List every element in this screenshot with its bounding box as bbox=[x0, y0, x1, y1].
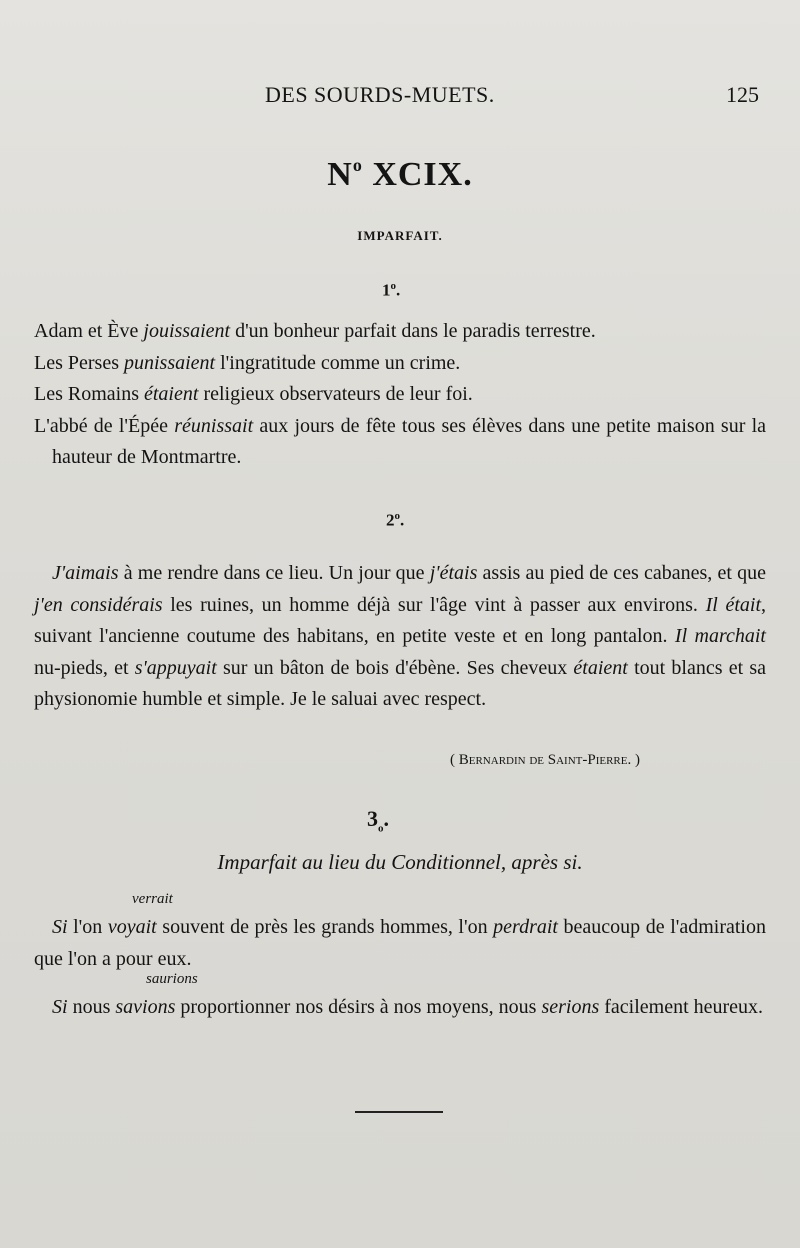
rule-heading: Imparfait au lieu du Conditionnel, après si. bbox=[217, 850, 583, 874]
section-1-text bbox=[34, 316, 766, 474]
page-header bbox=[0, 82, 800, 112]
example-line: L'abbé de l'Épée réunissait aux jours de fête tous ses élèves dans une petite maison sur la hauteur de Montmartre. bbox=[34, 414, 766, 468]
example-line: Adam et Ève jouissaient d'un bonheur parfait dans le paradis terrestre. bbox=[34, 320, 596, 342]
lesson-number: $N^o$ XCIX. bbox=[327, 155, 473, 193]
source-attribution: ( Bernardin de Saint-Pierre. ) bbox=[450, 752, 640, 768]
correction-note: saurions bbox=[146, 971, 198, 987]
page-number: 125 bbox=[726, 82, 759, 107]
narrative-paragraph: J'aimais à me rendre dans ce lieu. Un jour que j'étais assis au pied de ces cabanes, et que j'en considérais les ruines, un homme déjà sur l'âge vint à passer aux environs. Il était, suivant l'ancienne coutume des habitans, en petite veste et en long pantalon. Il marchait nu-pieds, et s'appuyait sur un bâton de bois d'ébène. Ses cheveux étaient tout blancs et sa physionomie humble et simple. Je le saluai avec respect. bbox=[34, 562, 767, 710]
section-3-sentence-2: Si nous savions proportionner nos désirs à nos moyens, nous serions facilement heureux. bbox=[52, 996, 764, 1018]
section-3-label: $3_o$. bbox=[367, 806, 389, 835]
correction-note: verrait bbox=[132, 891, 173, 907]
lesson-subtitle: IMPARFAIT. bbox=[357, 228, 443, 243]
section-1-label: 1$^o$. bbox=[382, 280, 401, 300]
closing-rule bbox=[355, 1111, 443, 1113]
section-2-label: 2$^o$. bbox=[386, 510, 405, 530]
example-line: Les Romains étaient religieux observateurs de leur foi. bbox=[34, 383, 473, 405]
section-2-text bbox=[34, 558, 766, 716]
section-3-sentence-1: Si l'on voyait souvent de près les grands hommes, l'on perdrait beaucoup de l'admiration que l'on a pour eux. bbox=[34, 916, 766, 970]
example-line: Les Perses punissaient l'ingratitude comme un crime. bbox=[34, 351, 461, 374]
running-title: DES SOURDS-MUETS. bbox=[265, 82, 495, 107]
